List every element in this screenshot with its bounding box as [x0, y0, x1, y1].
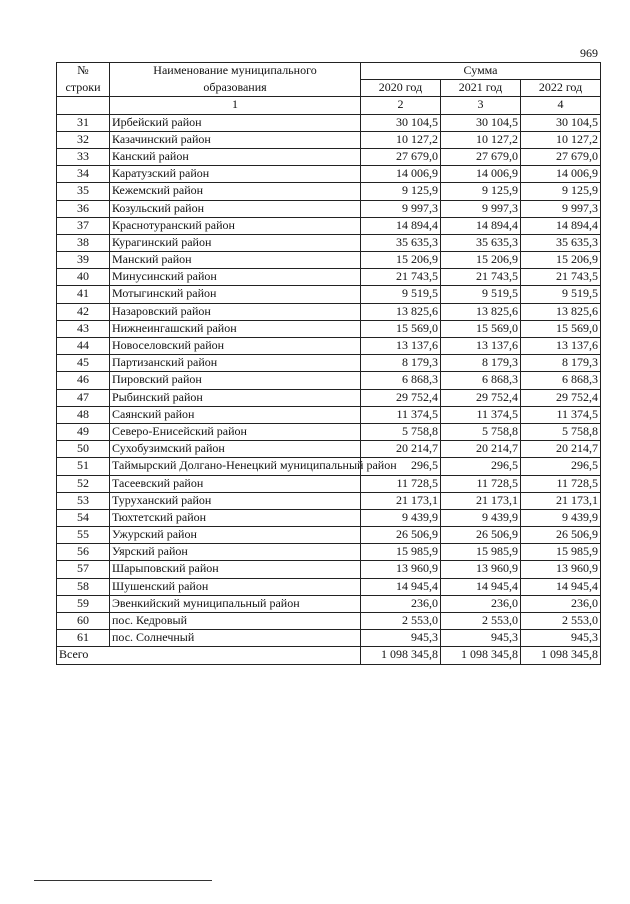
table-row: [57, 475, 601, 492]
table-row: [57, 630, 601, 647]
row-number: 43: [57, 320, 110, 337]
value-2020: 13 960,9: [361, 561, 441, 578]
value-2022: 35 635,3: [521, 234, 601, 251]
value-2021: 15 569,0: [441, 320, 521, 337]
municipality-name: Таймырский Долгано-Ненецкий муниципальный район: [110, 458, 361, 475]
table-row: [57, 320, 601, 337]
municipality-name: Новоселовский район: [110, 338, 361, 355]
table-row: [57, 131, 601, 148]
table-row: [57, 509, 601, 526]
row-number: 40: [57, 269, 110, 286]
municipality-name-header-line2: образования: [110, 80, 361, 97]
value-2022: 10 127,2: [521, 131, 601, 148]
municipality-name: Нижнеингашский район: [110, 320, 361, 337]
value-2021: 26 506,9: [441, 527, 521, 544]
municipality-name: Саянский район: [110, 406, 361, 423]
municipality-name: Тюхтетский район: [110, 509, 361, 526]
value-2020: 15 206,9: [361, 252, 441, 269]
value-2022: 14 006,9: [521, 166, 601, 183]
value-2022: 6 868,3: [521, 372, 601, 389]
value-2022: 21 743,5: [521, 269, 601, 286]
total-2022: 1 098 345,8: [521, 647, 601, 664]
value-2020: 9 439,9: [361, 509, 441, 526]
total-2020: 1 098 345,8: [361, 647, 441, 664]
value-2021: 9 997,3: [441, 200, 521, 217]
value-2022: 26 506,9: [521, 527, 601, 544]
row-number: 49: [57, 423, 110, 440]
municipality-name: Эвенкийский муниципальный район: [110, 595, 361, 612]
municipality-name: Сухобузимский район: [110, 441, 361, 458]
budget-table: [56, 62, 601, 665]
value-2021: 11 728,5: [441, 475, 521, 492]
value-2022: 945,3: [521, 630, 601, 647]
value-2020: 296,5: [361, 458, 441, 475]
table-row: [57, 217, 601, 234]
row-number: 44: [57, 338, 110, 355]
value-2022: 9 519,5: [521, 286, 601, 303]
row-number: 39: [57, 252, 110, 269]
value-2022: 8 179,3: [521, 355, 601, 372]
row-number: 56: [57, 544, 110, 561]
row-number-header-line2: строки: [57, 80, 110, 97]
value-2020: 14 894,4: [361, 217, 441, 234]
municipality-name: Козульский район: [110, 200, 361, 217]
table-row: [57, 441, 601, 458]
row-number: 46: [57, 372, 110, 389]
value-2020: 236,0: [361, 595, 441, 612]
column-index-3: 3: [441, 97, 521, 114]
table-row: [57, 114, 601, 131]
row-number: 50: [57, 441, 110, 458]
row-number: 34: [57, 166, 110, 183]
table-row: [57, 389, 601, 406]
value-2022: 13 960,9: [521, 561, 601, 578]
value-2020: 2 553,0: [361, 613, 441, 630]
value-2021: 20 214,7: [441, 441, 521, 458]
table-row: [57, 561, 601, 578]
value-2020: 6 868,3: [361, 372, 441, 389]
municipality-name: Ирбейский район: [110, 114, 361, 131]
column-index-1: 1: [110, 97, 361, 114]
value-2021: 27 679,0: [441, 148, 521, 165]
value-2022: 9 439,9: [521, 509, 601, 526]
value-2020: 9 997,3: [361, 200, 441, 217]
row-number: 48: [57, 406, 110, 423]
row-number: 53: [57, 492, 110, 509]
table-row: [57, 458, 601, 475]
row-number: 55: [57, 527, 110, 544]
value-2020: 15 569,0: [361, 320, 441, 337]
municipality-name: Северо-Енисейский район: [110, 423, 361, 440]
municipality-name: Канский район: [110, 148, 361, 165]
municipality-name: Туруханский район: [110, 492, 361, 509]
value-2021: 35 635,3: [441, 234, 521, 251]
value-2022: 11 374,5: [521, 406, 601, 423]
row-number: 36: [57, 200, 110, 217]
row-number: 31: [57, 114, 110, 131]
value-2022: 30 104,5: [521, 114, 601, 131]
row-number: 58: [57, 578, 110, 595]
municipality-name: Назаровский район: [110, 303, 361, 320]
table-row: [57, 269, 601, 286]
municipality-name: Каратузский район: [110, 166, 361, 183]
municipality-name: Шушенский район: [110, 578, 361, 595]
municipality-name: Манский район: [110, 252, 361, 269]
value-2022: 13 137,6: [521, 338, 601, 355]
municipality-name: Курагинский район: [110, 234, 361, 251]
column-index-4: 4: [521, 97, 601, 114]
sum-header: Сумма: [361, 63, 601, 80]
value-2021: 15 206,9: [441, 252, 521, 269]
value-2021: 945,3: [441, 630, 521, 647]
column-index-2: 2: [361, 97, 441, 114]
total-row: [57, 647, 601, 664]
row-number: 60: [57, 613, 110, 630]
value-2020: 945,3: [361, 630, 441, 647]
municipality-name: пос. Кедровый: [110, 613, 361, 630]
value-2022: 2 553,0: [521, 613, 601, 630]
value-2020: 13 825,6: [361, 303, 441, 320]
footer-rule: [34, 880, 212, 881]
value-2022: 27 679,0: [521, 148, 601, 165]
table-row: [57, 355, 601, 372]
value-2021: 9 439,9: [441, 509, 521, 526]
row-number: 35: [57, 183, 110, 200]
table-row: [57, 423, 601, 440]
municipality-name: Минусинский район: [110, 269, 361, 286]
row-number: 32: [57, 131, 110, 148]
row-number: 59: [57, 595, 110, 612]
table-row: [57, 595, 601, 612]
value-2020: 11 374,5: [361, 406, 441, 423]
value-2022: 14 894,4: [521, 217, 601, 234]
table-row: [57, 338, 601, 355]
municipality-name: Мотыгинский район: [110, 286, 361, 303]
value-2021: 5 758,8: [441, 423, 521, 440]
table-row: [57, 200, 601, 217]
value-2020: 26 506,9: [361, 527, 441, 544]
value-2020: 21 743,5: [361, 269, 441, 286]
value-2021: 11 374,5: [441, 406, 521, 423]
table-row: [57, 544, 601, 561]
value-2022: 14 945,4: [521, 578, 601, 595]
value-2021: 14 945,4: [441, 578, 521, 595]
year-2022-header: 2022 год: [521, 80, 601, 97]
row-number: 47: [57, 389, 110, 406]
value-2021: 15 985,9: [441, 544, 521, 561]
row-number: 37: [57, 217, 110, 234]
municipality-name: Рыбинский район: [110, 389, 361, 406]
municipality-name-header: Наименование муниципального: [110, 63, 361, 80]
value-2021: 21 173,1: [441, 492, 521, 509]
column-index-row: [57, 97, 601, 114]
row-number: 54: [57, 509, 110, 526]
municipality-name: Ужурский район: [110, 527, 361, 544]
row-number: 57: [57, 561, 110, 578]
row-number: 52: [57, 475, 110, 492]
municipality-name: пос. Солнечный: [110, 630, 361, 647]
value-2022: 296,5: [521, 458, 601, 475]
value-2020: 11 728,5: [361, 475, 441, 492]
row-number: 38: [57, 234, 110, 251]
value-2022: 20 214,7: [521, 441, 601, 458]
total-label: Всего: [57, 647, 361, 664]
table-row: [57, 286, 601, 303]
table-row: [57, 252, 601, 269]
value-2022: 9 997,3: [521, 200, 601, 217]
table-row: [57, 406, 601, 423]
table-row: [57, 303, 601, 320]
value-2022: 15 985,9: [521, 544, 601, 561]
table-header: [57, 63, 601, 115]
value-2021: 13 960,9: [441, 561, 521, 578]
row-number: 61: [57, 630, 110, 647]
value-2020: 27 679,0: [361, 148, 441, 165]
value-2022: 236,0: [521, 595, 601, 612]
header-row-2: [57, 80, 601, 97]
value-2021: 13 825,6: [441, 303, 521, 320]
value-2020: 21 173,1: [361, 492, 441, 509]
value-2021: 14 006,9: [441, 166, 521, 183]
row-number: 33: [57, 148, 110, 165]
table-row: [57, 372, 601, 389]
year-2021-header: 2021 год: [441, 80, 521, 97]
row-number: 42: [57, 303, 110, 320]
value-2021: 21 743,5: [441, 269, 521, 286]
page-number: 969: [580, 46, 598, 60]
value-2020: 14 006,9: [361, 166, 441, 183]
municipality-name: Краснотуранский район: [110, 217, 361, 234]
table-row: [57, 166, 601, 183]
value-2022: 5 758,8: [521, 423, 601, 440]
value-2021: 13 137,6: [441, 338, 521, 355]
municipality-name: Пировский район: [110, 372, 361, 389]
table-row: [57, 148, 601, 165]
value-2022: 13 825,6: [521, 303, 601, 320]
value-2020: 30 104,5: [361, 114, 441, 131]
value-2020: 10 127,2: [361, 131, 441, 148]
municipality-name: Шарыповский район: [110, 561, 361, 578]
row-number-header: №: [57, 63, 110, 80]
value-2022: 15 569,0: [521, 320, 601, 337]
municipality-name: Кежемский район: [110, 183, 361, 200]
header-row-1: [57, 63, 601, 80]
total-2021: 1 098 345,8: [441, 647, 521, 664]
value-2021: 10 127,2: [441, 131, 521, 148]
column-index-empty: [57, 97, 110, 114]
table-row: [57, 234, 601, 251]
value-2022: 29 752,4: [521, 389, 601, 406]
value-2022: 15 206,9: [521, 252, 601, 269]
table-row: [57, 492, 601, 509]
value-2021: 9 125,9: [441, 183, 521, 200]
value-2021: 296,5: [441, 458, 521, 475]
row-number: 45: [57, 355, 110, 372]
value-2021: 236,0: [441, 595, 521, 612]
municipality-name: Уярский район: [110, 544, 361, 561]
table-body: [57, 114, 601, 647]
municipality-name: Тасеевский район: [110, 475, 361, 492]
row-number: 51: [57, 458, 110, 475]
value-2020: 5 758,8: [361, 423, 441, 440]
table-row: [57, 578, 601, 595]
value-2021: 30 104,5: [441, 114, 521, 131]
municipality-name: Казачинский район: [110, 131, 361, 148]
value-2021: 14 894,4: [441, 217, 521, 234]
value-2020: 15 985,9: [361, 544, 441, 561]
table-row: [57, 183, 601, 200]
year-2020-header: 2020 год: [361, 80, 441, 97]
value-2020: 9 125,9: [361, 183, 441, 200]
value-2021: 29 752,4: [441, 389, 521, 406]
value-2020: 29 752,4: [361, 389, 441, 406]
municipality-name: Партизанский район: [110, 355, 361, 372]
table-row: [57, 613, 601, 630]
value-2020: 14 945,4: [361, 578, 441, 595]
table-row: [57, 527, 601, 544]
value-2020: 35 635,3: [361, 234, 441, 251]
value-2022: 11 728,5: [521, 475, 601, 492]
value-2021: 2 553,0: [441, 613, 521, 630]
value-2020: 13 137,6: [361, 338, 441, 355]
row-number: 41: [57, 286, 110, 303]
value-2020: 20 214,7: [361, 441, 441, 458]
value-2021: 9 519,5: [441, 286, 521, 303]
value-2021: 6 868,3: [441, 372, 521, 389]
value-2022: 21 173,1: [521, 492, 601, 509]
value-2021: 8 179,3: [441, 355, 521, 372]
value-2020: 8 179,3: [361, 355, 441, 372]
value-2022: 9 125,9: [521, 183, 601, 200]
value-2020: 9 519,5: [361, 286, 441, 303]
